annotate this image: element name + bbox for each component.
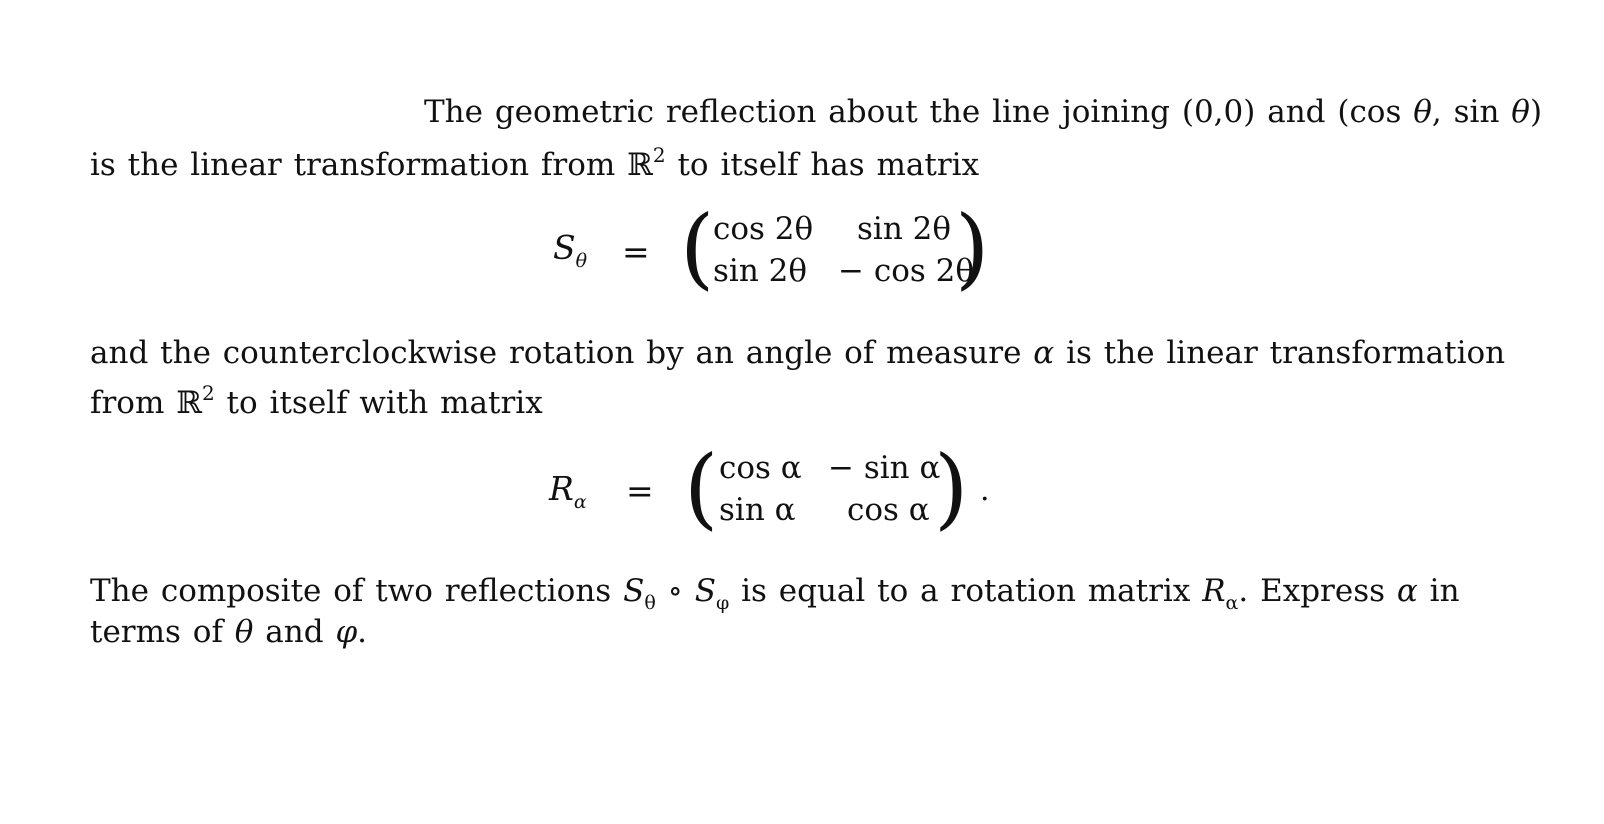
matrix-S-right-paren: ) — [955, 196, 990, 299]
matrix-S-left-paren: ( — [680, 196, 715, 299]
p3-S2-sub: φ — [715, 592, 730, 614]
p1-l2-suffix: to itself has matrix — [665, 147, 980, 183]
p1-theta: θ — [1413, 94, 1432, 130]
matrix-R-letter: R — [549, 469, 574, 508]
p3-S1-sub: θ — [644, 592, 656, 614]
p2-l2-sup: 2 — [201, 381, 215, 405]
p2-l1-prefix: and the counterclockwise rotation by an angle of measure — [90, 335, 1034, 371]
p3-l1-d: in — [1417, 573, 1460, 609]
matrix-R-subscript: α — [573, 491, 587, 513]
p3-S2: S — [694, 573, 716, 609]
matrix-S-letter: S — [553, 228, 576, 267]
p3-l1-a: The composite of two reflections — [90, 573, 624, 609]
p3-alpha: α — [1396, 573, 1418, 609]
p3-S1: S — [623, 573, 645, 609]
matrix-R-a21: sin α — [719, 492, 796, 528]
matrix-S-subscript: θ — [575, 250, 588, 272]
matrix-S-equals: = — [622, 232, 650, 271]
p1-l2-prefix: is the linear transformation from ℝ — [90, 147, 653, 183]
p3-l2-b: and — [253, 614, 336, 650]
matrix-R-label — [549, 471, 587, 520]
matrix-R-a11: cos α — [719, 450, 802, 486]
p2-l2-suffix: to itself with matrix — [214, 385, 543, 421]
matrix-R-a22: cos α — [847, 492, 930, 528]
p3-l2-c: . — [357, 614, 368, 650]
matrix-S-a22: − cos 2θ — [838, 253, 975, 289]
matrix-S-a12: sin 2θ — [857, 211, 952, 247]
matrix-S-a21: sin 2θ — [713, 253, 808, 289]
p3-phi: φ — [335, 614, 358, 650]
p3-R: R — [1202, 573, 1226, 609]
p3-l2-a: terms of — [90, 614, 235, 650]
p2-alpha: α — [1033, 335, 1055, 371]
p1-l1-suffix: ) — [1529, 94, 1543, 130]
paragraph2-line1 — [90, 335, 1505, 371]
p2-l1-suffix: is the linear transformation — [1054, 335, 1506, 371]
p3-theta: θ — [234, 614, 254, 650]
matrix-R-right-paren: ) — [934, 436, 969, 539]
p2-l2-prefix: from ℝ — [90, 385, 202, 421]
p1-l2-sup: 2 — [652, 143, 666, 167]
paragraph1-line2 — [90, 137, 979, 183]
paragraph1-line1 — [424, 94, 1542, 130]
p1-theta2: θ — [1511, 94, 1530, 130]
p3-compose: ∘ — [655, 573, 695, 609]
matrix-R-equals: = — [626, 471, 654, 510]
matrix-S-label — [553, 230, 587, 279]
p1-l1-mid: , sin — [1431, 94, 1512, 130]
matrix-R-a12: − sin α — [828, 450, 941, 486]
paragraph3-line2 — [90, 614, 367, 650]
p3-l1-c: . Express — [1238, 573, 1397, 609]
p1-l1-prefix: The geometric reflection about the line joining (0,0) and (cos — [424, 94, 1414, 130]
matrix-R-trailing-period: . — [980, 473, 990, 508]
p3-R-sub: α — [1225, 592, 1239, 614]
matrix-R-left-paren: ( — [684, 436, 719, 539]
p3-l1-b: is equal to a rotation matrix — [729, 573, 1203, 609]
matrix-S-a11: cos 2θ — [713, 211, 814, 247]
paragraph2-line2 — [90, 375, 543, 421]
